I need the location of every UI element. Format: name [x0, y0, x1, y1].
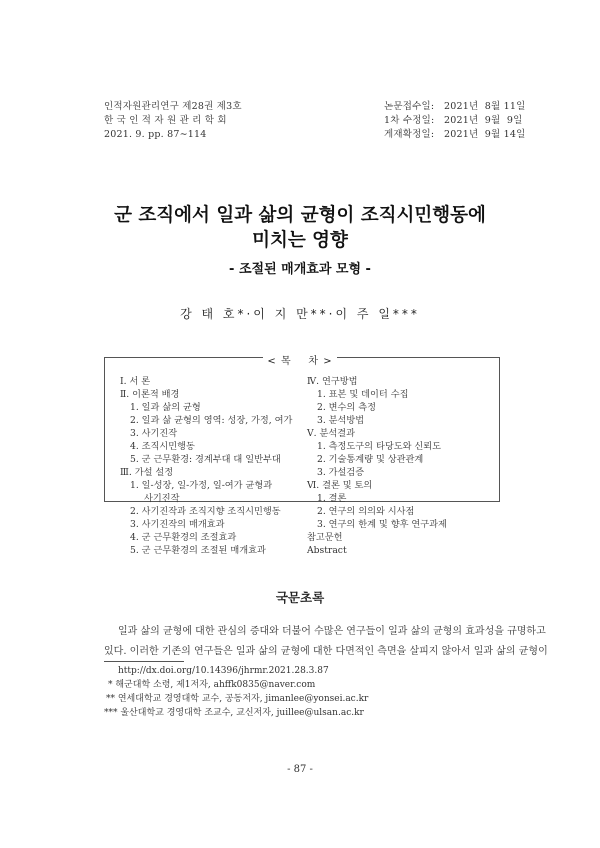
toc-item: 1. 표본 및 데이터 수집 [317, 389, 409, 400]
toc-item: 3. 사기진작의 매개효과 [130, 519, 225, 530]
society-name: 한 국 인 적 자 원 관 리 학 회 [104, 115, 227, 126]
footnote-rule [104, 661, 184, 662]
toc-item: 1. 일-성장, 일-가정, 일-여가 균형과 [130, 480, 273, 491]
toc-item: Ⅳ. 연구방법 [307, 376, 358, 387]
toc-item: 2. 변수의 측정 [317, 402, 376, 413]
received-value: 2021년 8월 11일 [444, 101, 526, 112]
paper-title-line1: 군 조직에서 일과 삶의 균형이 조직시민행동에 [114, 205, 486, 226]
abstract-line-2: 있다. 이러한 기존의 연구들은 일과 삶의 균형에 대한 다면적인 측면을 살피지 않아서 일과 삶의 균형이 [104, 646, 548, 657]
toc-left-column [120, 375, 292, 557]
toc-item: Abstract [307, 545, 347, 556]
author-list: 강 태 호*·이 지 만**·이 주 일*** [180, 307, 420, 321]
paper-subtitle: - 조절된 매개효과 모형 - [229, 262, 371, 277]
doi-link[interactable]: http://dx.doi.org/10.14396/jhrmr.2021.28.3.87 [118, 666, 329, 676]
toc-item: 3. 분석방법 [317, 415, 365, 426]
revised-value: 2021년 9월 9일 [444, 115, 523, 126]
toc-item: 2. 일과 삶 균형의 영역: 성장, 가정, 여가 [130, 415, 293, 426]
submission-dates [384, 100, 526, 142]
footnote-author-1: * 해군대학 소령, 제1저자, ahffk0835@naver.com [108, 680, 316, 690]
toc-item: 2. 연구의 의의와 시사점 [317, 506, 415, 517]
accepted-label: 게재확정일: [384, 129, 435, 140]
toc-right-column [307, 375, 447, 557]
toc-item: 1. 일과 삶의 균형 [130, 402, 201, 413]
toc-item: 4. 군 근무환경의 조절효과 [130, 532, 237, 543]
toc-item: 3. 가설검증 [317, 467, 365, 478]
footnotes [104, 664, 368, 720]
toc-item: 4. 조직시민행동 [130, 441, 195, 452]
revised-date-row [384, 114, 526, 128]
issue-pages: 2021. 9. pp. 87∼114 [104, 129, 207, 140]
toc-item: 1. 결론 [317, 493, 347, 504]
toc-item: 1. 측정도구의 타당도와 신뢰도 [317, 441, 442, 452]
toc-heading [0, 349, 600, 368]
revised-label: 1차 수정일: [384, 115, 435, 126]
abstract-line-1: 일과 삶의 균형에 대한 관심의 증대와 더불어 수많은 연구들이 일과 삶의 균형의 효과성을 규명하고 [118, 626, 546, 637]
toc-item: Ⅱ. 이론적 배경 [120, 389, 180, 400]
toc-item: 3. 연구의 한계 및 향후 연구과제 [317, 519, 447, 530]
toc-item: Ⅴ. 분석결과 [307, 428, 355, 439]
journal-name: 인적자원관리연구 제28권 제3호 [104, 101, 242, 112]
footnote-author-2: ** 연세대학교 경영대학 교수, 공동저자, jimanlee@yonsei.ac.kr [106, 694, 369, 704]
toc-item: 5. 군 근무환경: 경계부대 대 일반부대 [130, 454, 281, 465]
toc-item: 참고문헌 [307, 532, 343, 543]
toc-item: 3. 사기진작 [130, 428, 178, 439]
footnote-author-3: *** 울산대학교 경영대학 조교수, 교신저자, juillee@ulsan.ac.kr [104, 708, 364, 718]
abstract-body [104, 622, 548, 662]
journal-info [104, 100, 242, 142]
toc-item: 5. 군 근무환경의 조절된 매개효과 [130, 545, 266, 556]
toc-item: Ⅰ. 서 론 [120, 376, 151, 387]
abstract-title: 국문초록 [275, 590, 325, 605]
accepted-date-row [384, 128, 526, 142]
toc-item: 2. 사기진작과 조직지향 조직시민행동 [130, 506, 281, 517]
toc-heading-label: < 목 차 > [263, 356, 336, 367]
paper-title-line2: 미치는 영향 [252, 230, 348, 251]
toc-item: Ⅲ. 가설 설정 [120, 467, 174, 478]
toc-item: 사기진작 [144, 493, 180, 504]
toc-item: 2. 기술통계량 및 상관관계 [317, 454, 424, 465]
received-label: 논문접수일: [384, 101, 435, 112]
accepted-value: 2021년 9월 14일 [444, 129, 526, 140]
toc-item: Ⅵ. 결론 및 토의 [307, 480, 373, 491]
page-number: - 87 - [287, 764, 313, 775]
received-date-row [384, 100, 526, 114]
